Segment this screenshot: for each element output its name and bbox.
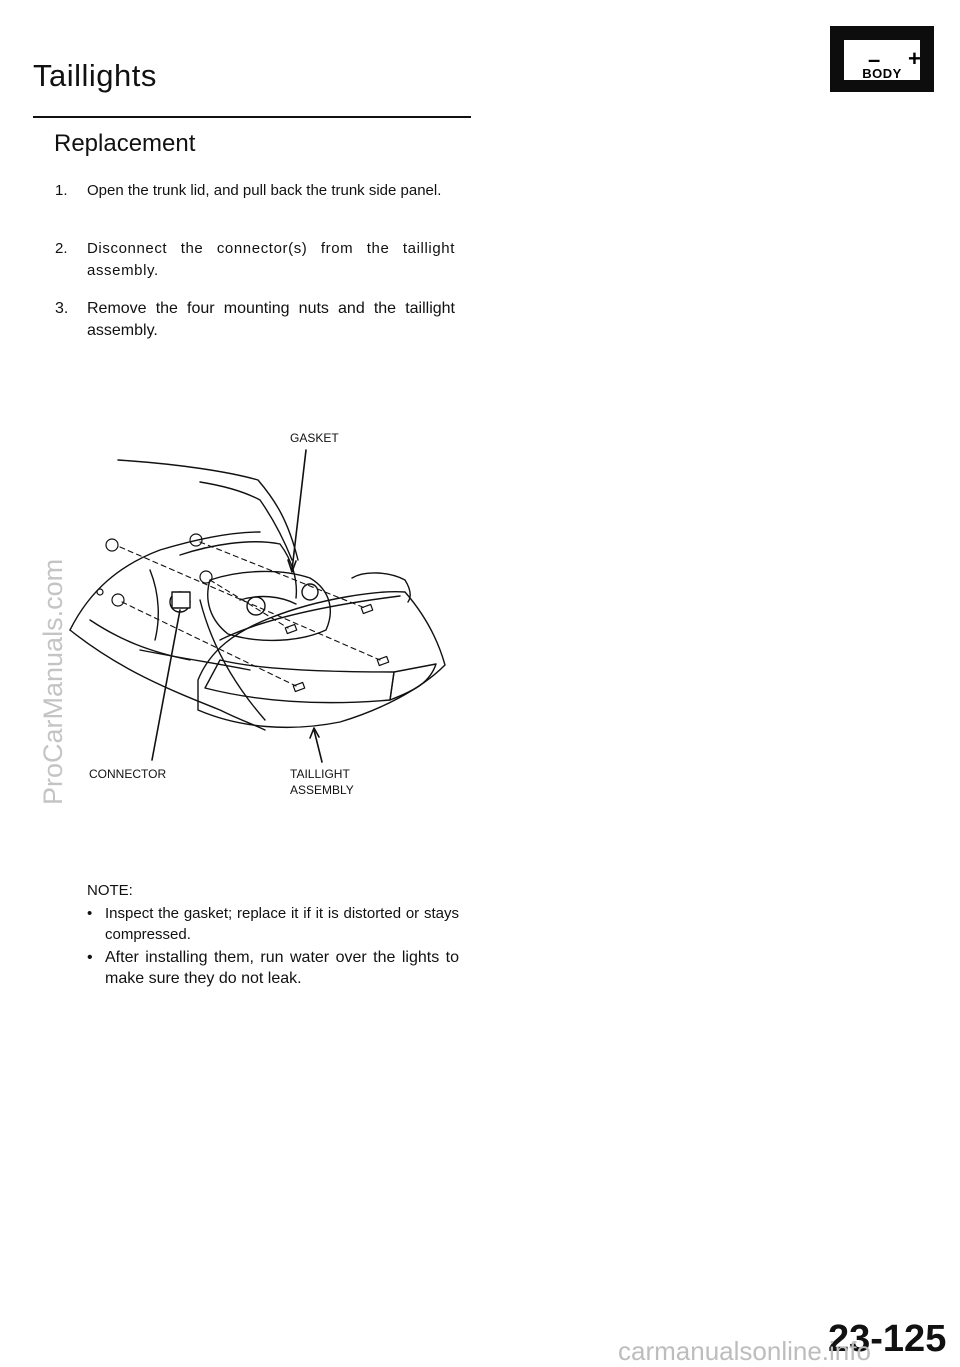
note-item — [87, 947, 459, 989]
note-heading: NOTE: — [87, 882, 133, 899]
step-3 — [55, 298, 455, 342]
stud-d — [293, 682, 304, 691]
nut-1 — [106, 539, 118, 551]
step-2 — [55, 238, 455, 282]
step-number: 3. — [55, 300, 69, 317]
body-battery-badge — [830, 26, 934, 92]
stud-b — [285, 624, 296, 633]
step-1 — [55, 180, 455, 202]
note-block — [87, 880, 459, 989]
taillight-label-line1: TAILLIGHT — [290, 767, 350, 781]
section-title: Replacement — [54, 130, 196, 157]
connector-plug — [172, 592, 190, 608]
bullet-icon: • — [87, 905, 93, 922]
stud-a — [361, 604, 372, 613]
connector-label: CONNECTOR — [89, 767, 167, 781]
bullet-icon: • — [87, 949, 93, 966]
trunk-side-recess — [150, 570, 158, 640]
step-text: Open the trunk lid, and pull back the trunk side panel. — [87, 182, 442, 199]
taillight-label-line2: ASSEMBLY — [290, 783, 354, 797]
alignment-lines — [120, 542, 380, 686]
panel-crease — [140, 650, 250, 670]
nut-2 — [112, 594, 124, 606]
nut-4 — [200, 571, 212, 583]
stud-c — [377, 656, 388, 665]
mounting-studs — [285, 604, 388, 691]
stud-1 — [97, 589, 103, 595]
badge-plus-sign: + — [908, 46, 921, 71]
taillight-lens-right — [390, 664, 436, 700]
page-title: Taillights — [33, 58, 157, 93]
taillight-bracket — [352, 573, 410, 602]
bottom-watermark: carmanualsonline.info — [618, 1336, 871, 1366]
note-item-text: After installing them, run water over the lights to make sure they do not leak. — [105, 949, 459, 987]
taillight-housing — [198, 592, 445, 728]
step-text: Disconnect the connector(s) from the taillight assembly. — [87, 240, 455, 279]
note-item-text: Inspect the gasket; replace it if it is distorted or stays compressed. — [105, 905, 459, 943]
battery-icon — [844, 40, 920, 80]
badge-label: BODY — [862, 66, 902, 81]
align-line-3 — [120, 547, 380, 660]
trunk-lid-inner — [200, 482, 292, 560]
align-line-2 — [210, 580, 288, 628]
note-item — [87, 903, 459, 945]
side-watermark: ProCarManuals.com — [38, 558, 68, 805]
gasket-label: GASKET — [290, 431, 339, 445]
step-number: 1. — [55, 182, 68, 199]
body-panel-outline — [70, 532, 260, 630]
step-number: 2. — [55, 240, 68, 257]
step-text: Remove the four mounting nuts and the taillight assembly. — [87, 300, 455, 339]
align-line-4 — [122, 602, 296, 686]
trunk-opening — [180, 542, 296, 598]
taillight-diagram — [60, 420, 480, 800]
badge-minus-sign: – — [868, 47, 881, 72]
title-divider — [33, 116, 471, 118]
gasket-leader — [292, 450, 306, 570]
mounting-nuts — [97, 534, 212, 606]
page-number: 23-125 — [828, 1318, 947, 1360]
